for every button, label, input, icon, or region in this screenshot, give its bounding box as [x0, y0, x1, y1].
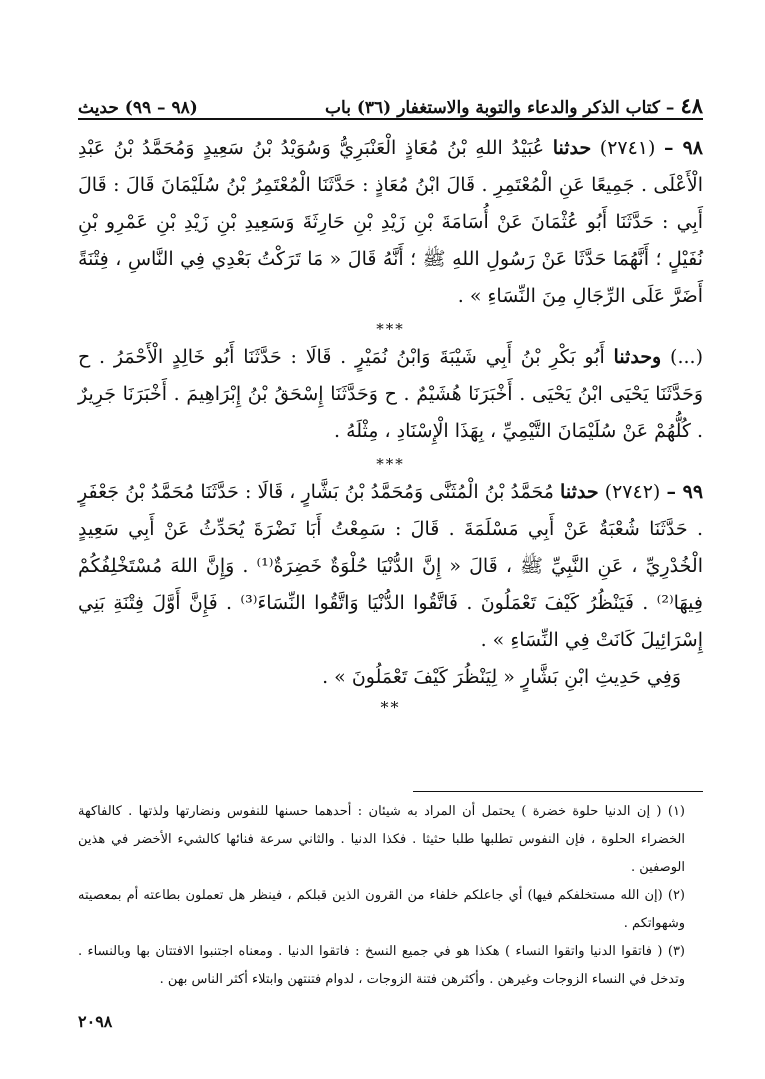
hadith-number: ٩٨ –	[663, 137, 704, 159]
page-header	[78, 84, 703, 118]
hadith-narrator-intro: حدثنا	[560, 481, 599, 503]
footnotes	[78, 798, 703, 994]
hadith-global-number: (٢٧٤١)	[599, 137, 656, 159]
hadith-narrator-intro: حدثنا	[552, 137, 592, 159]
hadith-text: أَبُو بَكْرِ بْنُ أَبِي شَيْبَةَ وَابْنُ نُمَيْرٍ . قَالَا : حَدَّثَنَا أَبُو خَالِدٍ الْأَحْمَرُ . ح وَحَدَّثَنَا يَحْيَى ابْنُ يَحْيَى . أَخْبَرَنَا هُشَيْمٌ . ح وَحَدَّثَنَا إِسْحَقُ بْنُ إِبْرَاهِيمَ . أَخْبَرَنَا جَرِيرٌ . كُلُّهُمْ عَنْ سُلَيْمَانَ التَّيْمِيِّ ، بِهَذَا الْإِسْنَادِ ، مِثْلَهُ .	[78, 346, 703, 442]
footnote-divider	[413, 791, 703, 792]
hadith-99-addendum: وَفِي حَدِيثِ ابْنِ بَشَّارٍ « لِيَنْظُرَ كَيْفَ تَعْمَلُونَ » .	[322, 666, 681, 688]
hadith-global-number: (٢٧٤٢)	[604, 481, 661, 503]
hadith-98-chain	[78, 339, 703, 450]
footnote-1: (١) ( إن الدنيا حلوة خضرة ) يحتمل أن المراد به شيئان : أحدهما حسنها للنفوس ونضارتها ولذتها . كالفاكهة الخضراء الحلوة ، فإن النفوس تطلبها طلبا حثيثا . فكذا الدنيا . والثاني سرعة فنائها كالشيء الأخضر في هذين الوصفين .	[78, 804, 685, 875]
hadith-text: مُحَمَّدُ بْنُ الْمُثَنَّى وَمُحَمَّدُ بْنُ بَشَّارٍ ، قَالَا : حَدَّثَنَا مُحَمَّدُ بْنُ جَعْفَرٍ . حَدَّثَنَا شُعْبَةُ عَنْ أَبِي مَسْلَمَةَ . قَالَ : سَمِعْتُ أَبَا نَضْرَةَ يُحَدِّثُ عَنْ أَبِي سَعِيدٍ الْخُدْرِيِّ ، عَنِ النَّبِيِّ ﷺ ، قَالَ « إِنَّ الدُّنْيَا حُلْوَةٌ خَضِرَةٌ⁽¹⁾ . وَإِنَّ اللهَ مُسْتَخْلِفُكُمْ فِيهَا⁽²⁾ . فَيَنْظُرُ كَيْفَ تَعْمَلُونَ . فَاتَّقُوا الدُّنْيَا وَاتَّقُوا النِّسَاءَ⁽³⁾ . فَإِنَّ أَوَّلَ فِتْنَةِ بَنِي إِسْرَائِيلَ كَانَتْ فِي النِّسَاءِ » .	[78, 481, 703, 651]
separator-stars: ***	[376, 320, 405, 338]
hadith-narrator-intro: وحدثنا	[613, 346, 662, 368]
hadith-number: (...)	[670, 346, 703, 368]
hadith-98	[78, 130, 703, 315]
header-book-title: – كتاب الذكر والدعاء والتوبة والاستغفار	[397, 98, 675, 118]
separator-stars: ***	[376, 455, 405, 473]
header-page-number: ٤٨	[680, 93, 703, 118]
main-text	[78, 130, 703, 718]
footer-page-number: ٢٠٩٨	[78, 1012, 113, 1031]
hadith-99	[78, 474, 703, 659]
hadith-text: عُبَيْدُ اللهِ بْنُ مُعَاذٍ الْعَنْبَرِيُّ وَسُوَيْدُ بْنُ سَعِيدٍ وَمُحَمَّدُ بْنُ عَبْدِ الْأَعْلَى . جَمِيعًا عَنِ الْمُعْتَمِرِ . قَالَ ابْنُ مُعَاذٍ : حَدَّثَنَا الْمُعْتَمِرُ بْنُ سُلَيْمَانَ قَالَ : قَالَ أَبِي : حَدَّثَنَا أَبُو عُثْمَانَ عَنْ أُسَامَةَ بْنِ زَيْدِ بْنِ حَارِثَةَ وَسَعِيدِ بْنِ زَيْدِ بْنِ عَمْرِو بْنِ نُفَيْلٍ ؛ أَنَّهُمَا حَدَّثَا عَنْ رَسُولِ اللهِ ﷺ ؛ أَنَّهُ قَالَ « مَا تَرَكْتُ بَعْدِي فِي النَّاسِ ، فِتْنَةً أَضَرَّ عَلَى الرِّجَالِ مِنَ النِّسَاءِ » .	[78, 137, 703, 307]
footnote-2: (٢) (إن الله مستخلفكم فيها) أي جاعلكم خلفاء من القرون الذين قبلكم ، فينظر هل تعملون بطاعته أم بمعصيته وشهواتكم .	[78, 888, 685, 931]
header-divider	[78, 118, 703, 120]
header-chapter: (٣٦) باب	[325, 98, 392, 118]
footnote-3: (٣) ( فاتقوا الدنيا واتقوا النساء ) هكذا هو في جميع النسخ : فاتقوا الدنيا . ومعناه اجتنبوا الافتتان بها وبالنساء . وتدخل في النساء الزوجات وغيرهن . وأكثرهن فتنة الزوجات ، لدوام فتنتهن وابتلاء أكثر الناس بهن .	[78, 944, 685, 987]
end-stars: **	[380, 698, 401, 717]
header-hadith-range: (٩٨ – ٩٩) حديث	[78, 98, 198, 118]
hadith-number: ٩٩ –	[666, 481, 704, 503]
header-title-group	[325, 93, 703, 118]
